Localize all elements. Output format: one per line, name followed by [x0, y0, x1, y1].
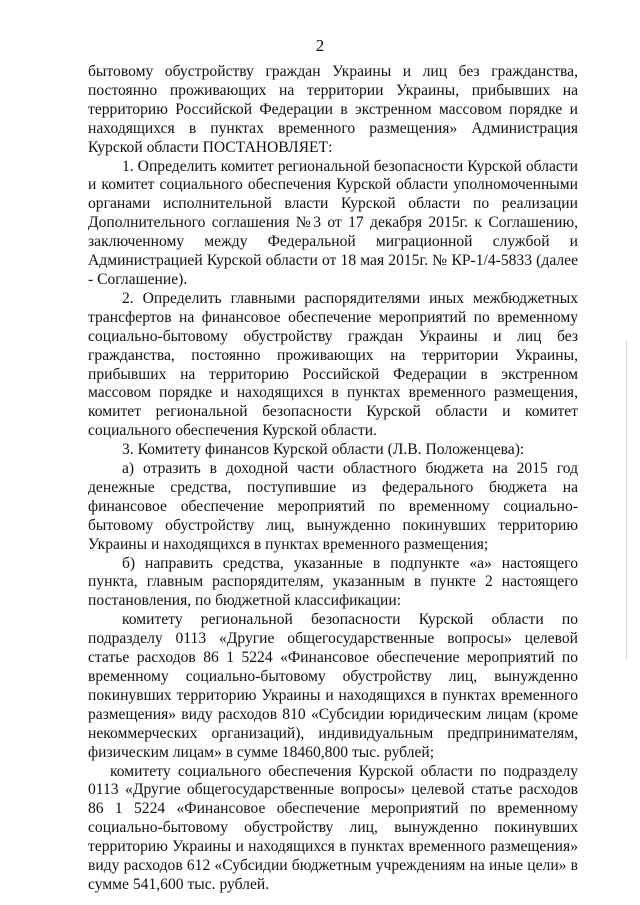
- paragraph-item-3: 3. Комитету финансов Курской области (Л.В. Положенцева):: [122, 441, 525, 459]
- paragraph-item-1: 1. Определить комитет региональной безопасности Курской области и комитет социального обеспечения Курской области уполномоченными органами исполнительной власти Курской области по реализации Дополнительного соглашения №3 от 17 декабря 2015г. к Соглашению, заключенному между Федеральной миграционной службой и Администрацией Курской области от 18 мая 2015г. № КР-1/4-5833 (далее - Соглашение).: [88, 157, 578, 288]
- paragraph-intro: бытовому обустройству граждан Украины и лиц без гражданства, постоянно проживающих на территории Украины, прибывших на территорию Российской Федерации в экстренном массовом порядке и находящихся в пунктах временного размещения» Администрация Курской области ПОСТАНОВЛЯЕТ:: [88, 63, 578, 156]
- scan-edge-mark: [626, 340, 627, 660]
- page-number: 2: [315, 36, 325, 55]
- paragraph-item-3b: б) направить средства, указанные в подпункте «а» настоящего пункта, главным распорядителям, указанным в пункте 2 настоящего постановления, по бюджетной классификации:: [88, 554, 578, 610]
- document-body: [88, 63, 578, 895]
- paragraph-social-committee: комитету социального обеспечения Курской области по подразделу 0113 «Другие общегосударственные вопросы» целевой статье расходов 86 1 5224 «Финансовое обеспечение мероприятий по временному социально-бытовому обустройству лиц, вынужденно покинувших территорию Украины и находящихся в пунктах временного размещения» виду расходов 612 «Субсидии бюджетным учреждениям на иные цели» в сумме 541,600 тыс. рублей.: [88, 762, 578, 893]
- paragraph-item-2: 2. Определить главными распорядителями иных межбюджетных трансфертов на финансовое обеспечение мероприятий по временному социально-бытовому обустройству граждан Украины и лиц без гражданства, постоянно проживающих на территории Украины, прибывших на территорию Российской Федерации в экстренном массовом порядке и находящихся в пунктах временного размещения, комитет региональной безопасности Курской области и комитет социального обеспечения Курской области.: [88, 289, 578, 440]
- paragraph-item-3a: а) отразить в доходной части областного бюджета на 2015 год денежные средства, поступившие из федерального бюджета на финансовое обеспечение мероприятий по временному социально-бытовому обустройству лиц, вынужденно покинувших территорию Украины и находящихся в пунктах временного размещения;: [88, 460, 578, 553]
- paragraph-security-committee: комитету региональной безопасности Курской области по подразделу 0113 «Другие общегосударственные вопросы» целевой статье расходов 86 1 5224 «Финансовое обеспечение мероприятий по временному социально-бытовому обустройству лиц, вынужденно покинувших территорию Украины и находящихся в пунктах временного размещения» виду расходов 810 «Субсидии юридическим лицам (кроме некоммерческих организаций), индивидуальным предпринимателям, физическим лицам» в сумме 18460,800 тыс. рублей;: [88, 611, 578, 761]
